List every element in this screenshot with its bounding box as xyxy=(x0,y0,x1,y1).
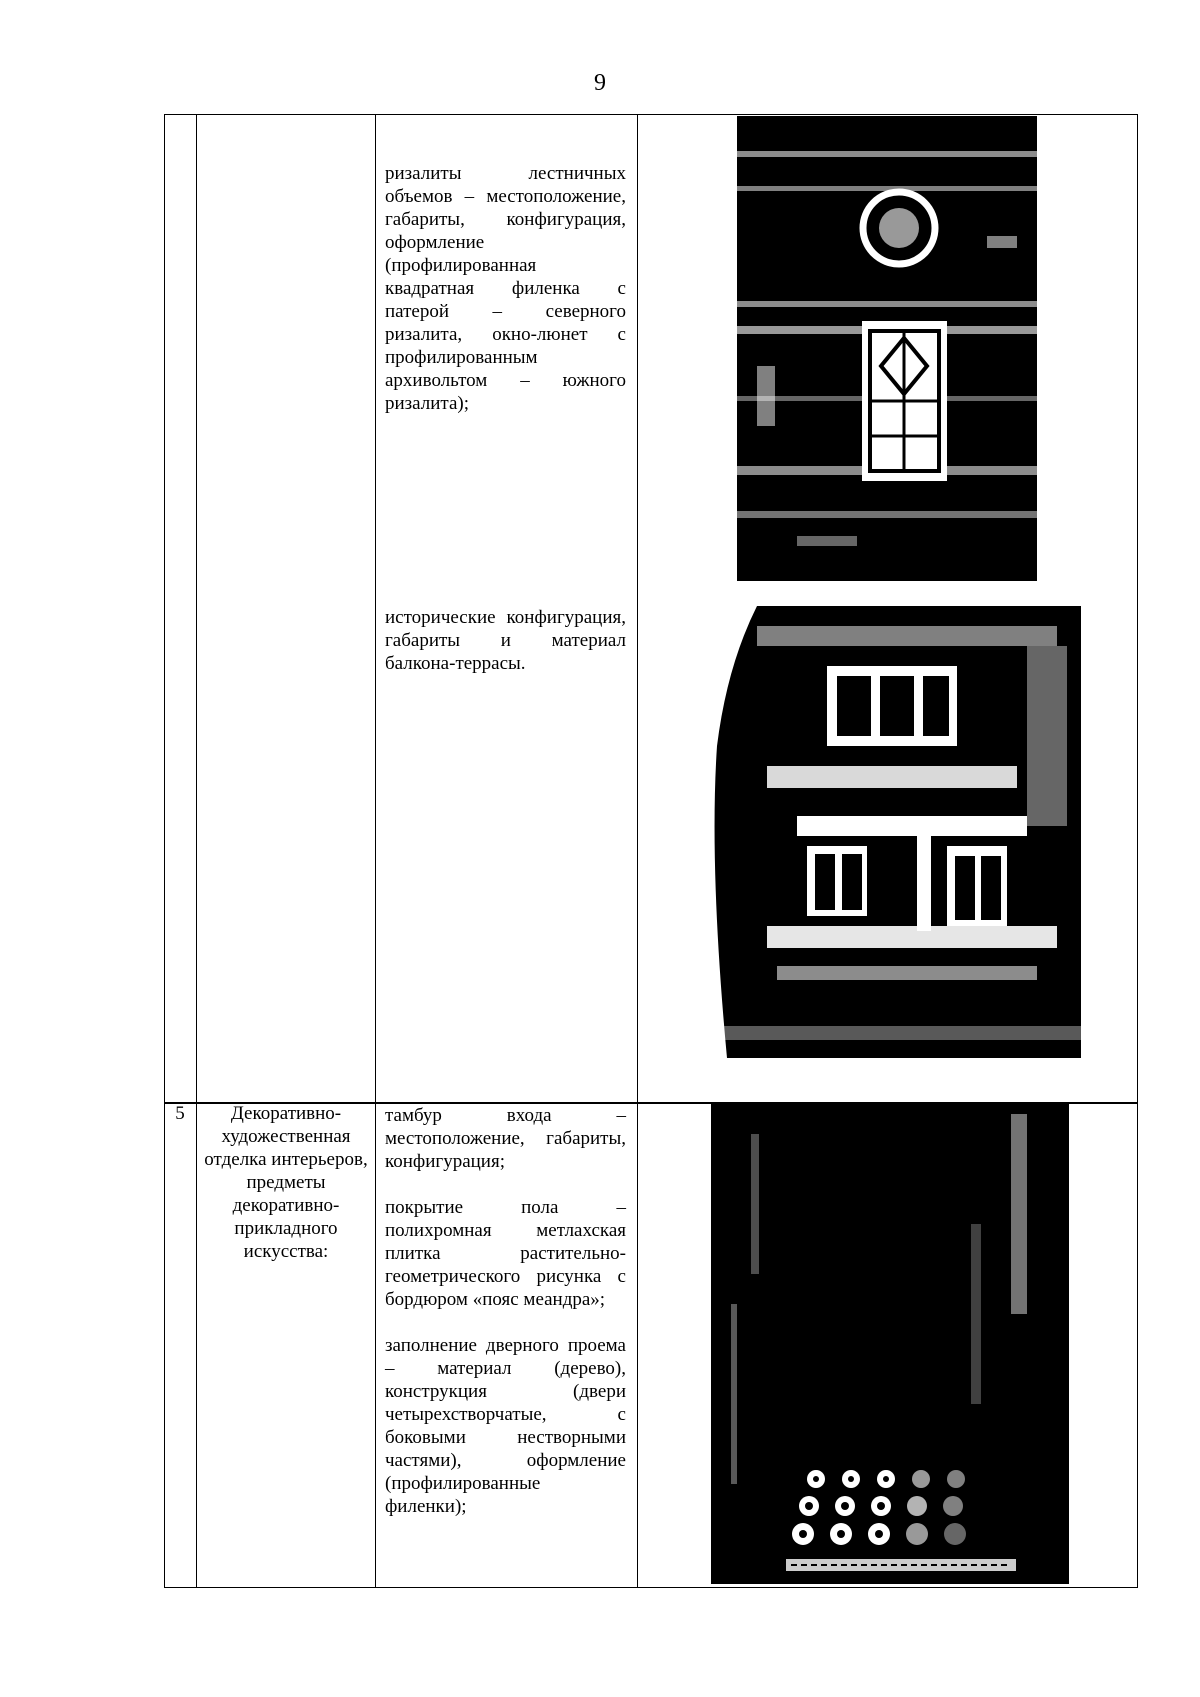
description-item: заполнение дверного проема – материал (дерево), конструкция (двери четырехстворчатые, с боковыми нестворными частями), оформление (профилированные филенки); xyxy=(385,1335,626,1517)
description-item: ризалиты лестничных объемов – местоположение, габариты, конфигурация, оформление (профилированная квадратная филенка с патерой – северного ризалита, окно-люнет с профилированным архивольтом – южного ризалита); xyxy=(385,163,626,414)
row-number: 5 xyxy=(175,1103,185,1124)
table-column-divider xyxy=(375,114,376,1588)
table-border-left xyxy=(164,114,165,1588)
photo-stair-risalit xyxy=(737,116,1037,581)
photo-entrance-vestibule xyxy=(711,1104,1069,1584)
table-column-divider xyxy=(637,114,638,1588)
table-border-bottom xyxy=(164,1587,1137,1588)
page-number: 9 xyxy=(594,70,606,96)
table-border-right xyxy=(1137,114,1138,1588)
row-description xyxy=(385,606,626,675)
photo-balcony-terrace xyxy=(697,606,1081,1058)
description-item: покрытие пола – полихромная метлахская плитка растительно-геометрического рисунка с бордюром «пояс меандра»; xyxy=(385,1197,626,1310)
row-description xyxy=(385,162,626,415)
row-title: Декоративно-художественная отделка интерьеров, предметы декоративно-прикладного искусства: xyxy=(204,1103,368,1262)
row-description xyxy=(385,1104,626,1518)
table-border-top xyxy=(164,114,1137,115)
description-item: исторические конфигурация, габариты и материал балкона-террасы. xyxy=(385,607,626,674)
description-item: тамбур входа – местоположение, габариты, конфигурация; xyxy=(385,1105,626,1172)
table-column-divider xyxy=(196,114,197,1588)
